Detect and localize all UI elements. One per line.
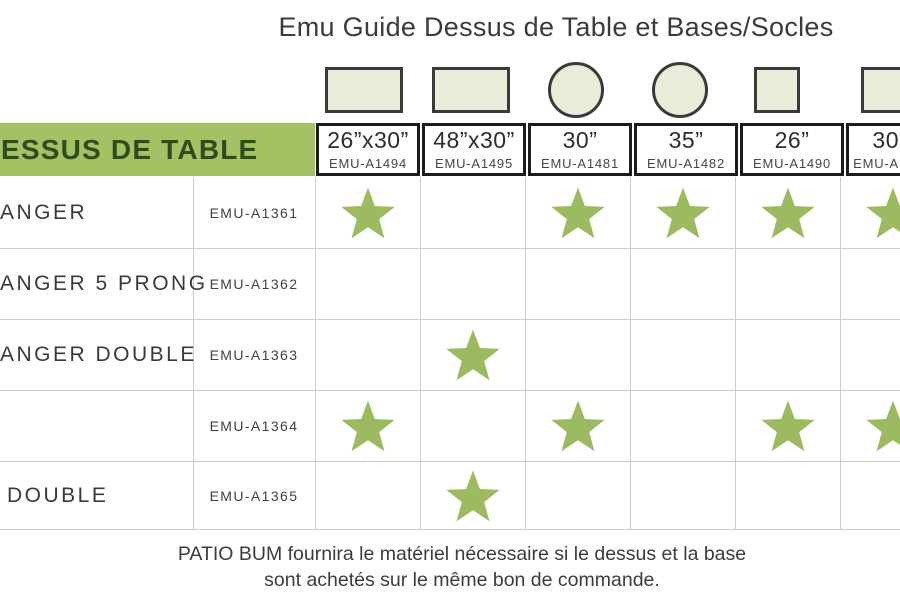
base-column-header bbox=[846, 123, 900, 176]
tabletop-row-code: EMU-A1364 bbox=[209, 417, 299, 434]
grid-vertical-line bbox=[420, 177, 421, 529]
base-code-label: EMU-A1482 bbox=[646, 156, 725, 171]
tabletop-shape-square-icon bbox=[861, 67, 900, 113]
tabletop-row-label: ANGER DOUBLE bbox=[0, 342, 197, 366]
tabletop-row-code: EMU-A1362 bbox=[209, 275, 299, 292]
compatibility-star-icon bbox=[340, 400, 396, 451]
compatibility-star-icon bbox=[445, 329, 501, 380]
tabletop-shape-rectangle-icon bbox=[325, 67, 403, 113]
base-size-label: 35” bbox=[668, 127, 704, 153]
base-code-label: EMU-A1490 bbox=[752, 156, 831, 171]
base-column-header bbox=[528, 123, 632, 176]
base-column-header bbox=[740, 123, 844, 176]
tabletop-shape-circle-icon bbox=[548, 62, 604, 118]
base-size-label: 26” bbox=[774, 127, 810, 153]
compatibility-star-icon bbox=[550, 187, 606, 238]
compatibility-star-icon bbox=[445, 470, 501, 521]
grid-vertical-line bbox=[840, 177, 841, 529]
base-column-header bbox=[316, 123, 420, 176]
row-group-header-bar bbox=[0, 123, 315, 176]
tabletop-row-label: DOUBLE bbox=[7, 483, 109, 507]
base-code-label: EMU-A1494 bbox=[328, 156, 407, 171]
grid-vertical-line bbox=[735, 177, 736, 529]
base-column-header bbox=[634, 123, 738, 176]
row-group-header-label: ESSUS DE TABLE bbox=[1, 133, 259, 165]
base-size-label: 30 bbox=[872, 127, 899, 153]
base-column-header bbox=[422, 123, 526, 176]
grid-horizontal-line bbox=[0, 319, 900, 320]
footer-note bbox=[0, 542, 900, 593]
base-size-label: 48”x30” bbox=[433, 127, 515, 153]
compatibility-star-icon bbox=[865, 400, 900, 451]
compatibility-star-icon bbox=[550, 400, 606, 451]
tabletop-shape-circle-icon bbox=[652, 62, 708, 118]
compatibility-star-icon bbox=[760, 400, 816, 451]
grid-horizontal-line bbox=[0, 390, 900, 391]
footer-note-line-1: PATIO BUM fournira le matériel nécessaire si le dessus et la base bbox=[177, 543, 747, 565]
compatibility-star-icon bbox=[340, 187, 396, 238]
base-code-label: EMU-A1481 bbox=[540, 156, 619, 171]
grid-vertical-line bbox=[315, 177, 316, 529]
base-size-label: 26”x30” bbox=[327, 127, 409, 153]
page-title: Emu Guide Dessus de Table et Bases/Socles bbox=[278, 12, 834, 42]
grid-horizontal-line bbox=[0, 248, 900, 249]
compatibility-star-icon bbox=[865, 187, 900, 238]
grid-vertical-line bbox=[525, 177, 526, 529]
compatibility-star-icon bbox=[760, 187, 816, 238]
tabletop-row-code: EMU-A1363 bbox=[209, 346, 299, 363]
base-code-label: EMU-A1495 bbox=[434, 156, 513, 171]
tabletop-row-label: ANGER 5 PRONG bbox=[0, 271, 208, 295]
tabletop-shape-rectangle-icon bbox=[432, 67, 510, 113]
compatibility-star-icon bbox=[655, 187, 711, 238]
base-code-label: EMU-A bbox=[853, 156, 899, 171]
tabletop-shape-square-icon bbox=[754, 67, 800, 113]
grid-vertical-line bbox=[630, 177, 631, 529]
grid-horizontal-line bbox=[0, 461, 900, 462]
tabletop-row-label: ANGER bbox=[0, 200, 88, 224]
footer-note-line-2: sont achetés sur le même bon de commande. bbox=[264, 568, 660, 591]
grid-horizontal-line bbox=[0, 529, 900, 530]
tabletop-row-code: EMU-A1365 bbox=[209, 487, 299, 504]
tabletop-row-code: EMU-A1361 bbox=[209, 204, 299, 221]
base-size-label: 30” bbox=[562, 127, 598, 153]
